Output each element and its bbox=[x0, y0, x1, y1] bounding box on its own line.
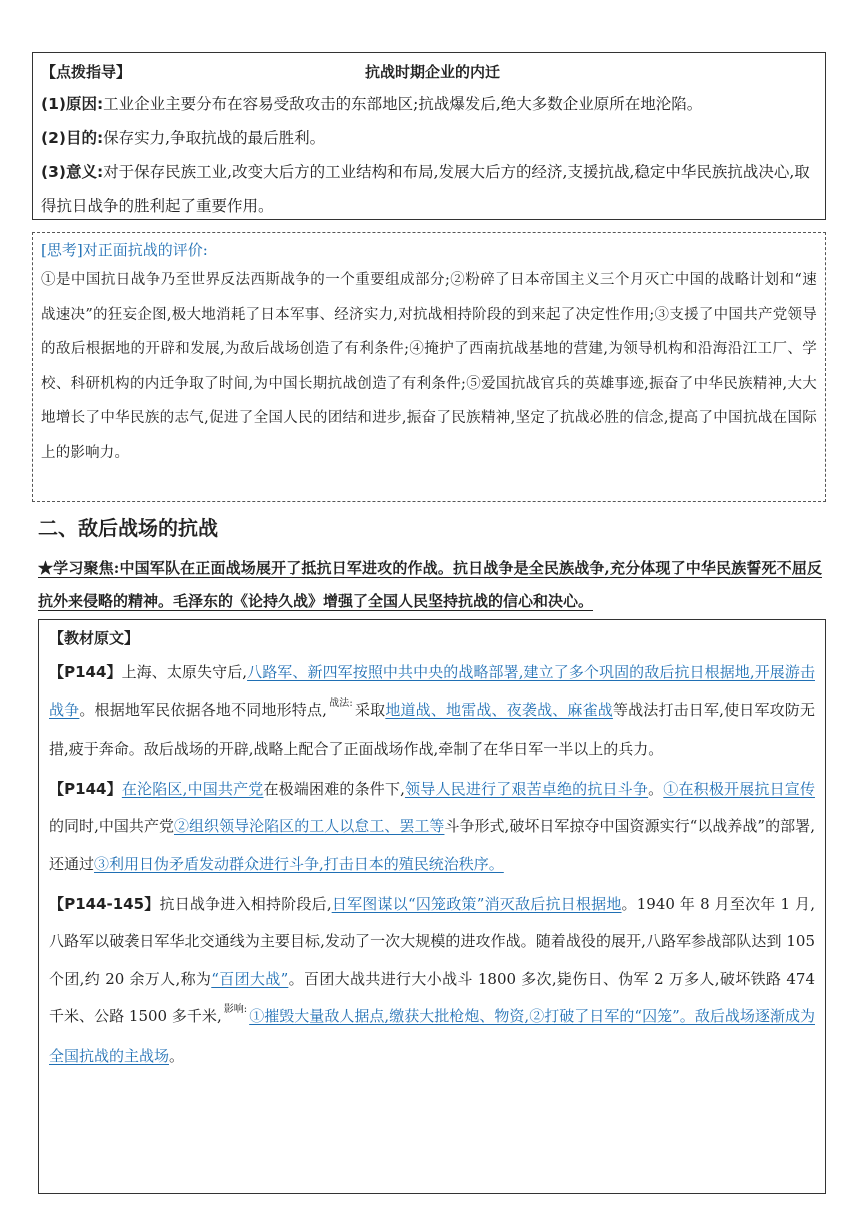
highlight: ①摧毁大量敌人据点,缴获大批枪炮、物资,②打破了日军的“囚笼”。敌后战场逐渐成为全国抗战的主战场 bbox=[49, 1007, 815, 1065]
section-title: 二、敌后战场的抗战 bbox=[38, 516, 218, 540]
tips-header bbox=[41, 57, 817, 87]
think-body: ①是中国抗日战争乃至世界反法西斯战争的一个重要组成部分;②粉碎了日本帝国主义三个月灭亡中国的战略计划和“速战速决”的狂妄企图,极大地消耗了日本军事、经济实力,对抗战相持阶段的到来起了决定性作用;③支援了中国共产党领导的敌后根据地的开辟和发展,为敌后战场创造了有利条件;④掩护了西南抗战基地的营建,为领导机构和沿海沿江工厂、学校、科研机构的内迁争取了时间,为中国长期抗战创造了有利条件;⑤爱国抗战官兵的英雄事迹,振奋了中华民族精神,大大地增长了中华民族的志气,促进了全国人民的团结和进步,振奋了民族精神,坚定了抗战必胜的信念,提高了中国抗战在国际上的影响力。 bbox=[41, 272, 817, 461]
purpose-text: 保存实力,争取抗战的最后胜利。 bbox=[103, 129, 326, 147]
think-box bbox=[32, 232, 826, 502]
textbook-paragraph-1 bbox=[49, 654, 815, 769]
tips-tag: 【点拨指导】 bbox=[41, 63, 132, 81]
tips-cause bbox=[41, 87, 817, 121]
highlight: 日军图谋以“囚笼政策”消灭敌后抗日根据地 bbox=[331, 894, 622, 913]
highlight: “百团大战” bbox=[211, 969, 289, 988]
study-focus: ★学习聚焦:中国军队在正面战场展开了抵抗日军进攻的作战。抗日战争是全民族战争,充分体现了中华民族誓死不屈反抗外来侵略的精神。毛泽东的《论持久战》增强了全国人民坚持抗战的信心和决心。 bbox=[38, 559, 822, 610]
tips-title: 抗战时期企业的内迁 bbox=[365, 63, 501, 81]
highlight: 领导人民进行了艰苦卓绝的抗日斗争 bbox=[404, 779, 649, 798]
textbook-paragraph-3 bbox=[49, 886, 815, 1076]
page-ref: 【P144】 bbox=[49, 663, 122, 681]
textbook-header: 【教材原文】 bbox=[49, 629, 140, 647]
cause-text: 工业企业主要分布在容易受敌攻击的东部地区;抗战爆发后,绝大多数企业原所在地沦陷。 bbox=[103, 95, 703, 113]
text: 上海、太原失守后, bbox=[121, 663, 248, 681]
tips-meaning bbox=[41, 155, 817, 223]
text: 抗日战争进入相持阶段后, bbox=[159, 894, 332, 913]
meaning-label: (3)意义: bbox=[41, 163, 104, 181]
text: 采取 bbox=[354, 700, 386, 719]
page-ref: 【P144-145】 bbox=[49, 894, 160, 913]
highlight: ②组织领导沦陷区的工人以怠工、罢工等 bbox=[174, 817, 445, 836]
highlight: 在沦陷区,中国共产党 bbox=[121, 779, 264, 798]
highlight: ①在积极开展抗日宣传 bbox=[663, 779, 815, 798]
textbook-box bbox=[38, 619, 826, 1194]
think-title: [思考]对正面抗战的评价: bbox=[41, 241, 208, 259]
tips-purpose bbox=[41, 121, 817, 155]
tips-box bbox=[32, 52, 826, 220]
meaning-text: 对于保存民族工业,改变大后方的工业结构和布局,发展大后方的经济,支援抗战,稳定中华民族抗战决心,取得抗日战争的胜利起了重要作用。 bbox=[41, 163, 810, 215]
text: 的同时,中国共产党 bbox=[49, 817, 174, 836]
text: 。1940 年 8 月至次年 1 月,八路军以破袭日军华北交通线为主要目标,发动了一次大规模的进攻作战。随着战役的展开,八路军参战部队达到 105 个团,约 20 余万人,称为 bbox=[49, 894, 816, 988]
annotation: 影响: bbox=[223, 1004, 248, 1016]
text: 在极端困难的条件下, bbox=[263, 779, 405, 798]
highlight: ③利用日伪矛盾发动群众进行斗争,打击日本的殖民统治秩序。 bbox=[94, 854, 504, 873]
page-ref: 【P144】 bbox=[49, 779, 122, 798]
text: 。 bbox=[169, 1046, 185, 1065]
text: 。根据地军民依据各地不同地形特点, bbox=[79, 700, 327, 719]
textbook-paragraph-2 bbox=[49, 771, 815, 884]
annotation: 战法: bbox=[328, 697, 353, 709]
purpose-label: (2)目的: bbox=[41, 129, 104, 147]
text: 等战法打击日军,使日军攻防无措,疲于奔命。敌后战场的开辟,战略上配合了正面战场作战,牵制了在华日军一半以上的兵力。 bbox=[49, 700, 815, 759]
text: 。 bbox=[648, 779, 664, 798]
text: 。百团大战共进行大小战斗 1800 多次,毙伤日、伪军 2 万多人,破坏铁路 474 千米、公路 1500 多千米, bbox=[49, 969, 815, 1026]
text: 斗争形式,破坏日军掠夺中国资源实行“以战养战”的部署,还通过 bbox=[49, 817, 815, 873]
highlight: 八路军、新四军按照中共中央的战略部署,建立了多个巩固的敌后抗日根据地,开展游击战争 bbox=[49, 663, 815, 719]
highlight: 地道战、地雷战、夜袭战、麻雀战 bbox=[385, 700, 613, 719]
cause-label: (1)原因: bbox=[41, 95, 104, 113]
